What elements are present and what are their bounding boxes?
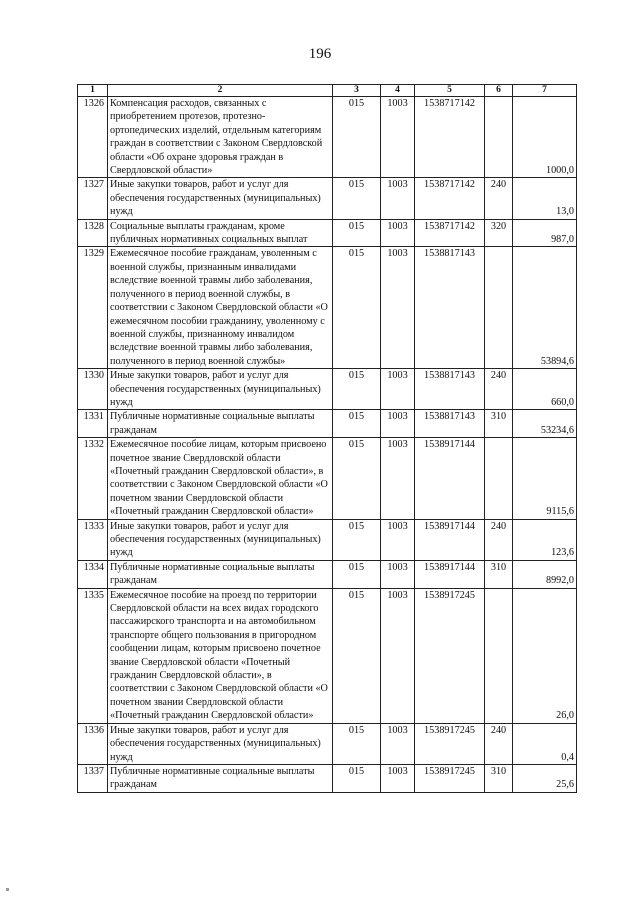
expense-type-code: 240: [485, 178, 513, 219]
row-description: Публичные нормативные социальные выплаты гражданам: [108, 764, 333, 792]
amount: 25,6: [513, 764, 577, 792]
ministry-code: 015: [333, 410, 381, 438]
ministry-code: 015: [333, 247, 381, 369]
amount: 26,0: [513, 588, 577, 723]
scan-speck: [6, 888, 9, 891]
table-row: [78, 247, 577, 369]
table-row: [78, 219, 577, 247]
section-code: 1003: [381, 247, 415, 369]
row-description: Ежемесячное пособие лицам, которым присвоено почетное звание Свердловской области «Почетный гражданин Свердловской области», в соответствии с Законом Свердловской области «О почетном звании Свердловской области «Почетный гражданин Свердловской области»: [108, 438, 333, 519]
expense-type-code: 240: [485, 369, 513, 410]
section-code: 1003: [381, 764, 415, 792]
table-row: [78, 410, 577, 438]
expense-type-code: [485, 97, 513, 178]
section-code: 1003: [381, 178, 415, 219]
row-description: Иные закупки товаров, работ и услуг для обеспечения государственных (муниципальных) нужд: [108, 369, 333, 410]
amount: 0,4: [513, 723, 577, 764]
row-number: 1337: [78, 764, 108, 792]
expense-type-code: 310: [485, 410, 513, 438]
expense-type-code: 320: [485, 219, 513, 247]
section-code: 1003: [381, 410, 415, 438]
table-row: [78, 438, 577, 519]
row-description: Иные закупки товаров, работ и услуг для обеспечения государственных (муниципальных) нужд: [108, 723, 333, 764]
table-row: [78, 764, 577, 792]
column-header: 6: [485, 85, 513, 97]
target-code: 1538717142: [415, 97, 485, 178]
column-header: 7: [513, 85, 577, 97]
ministry-code: 015: [333, 588, 381, 723]
ministry-code: 015: [333, 219, 381, 247]
budget-table: [77, 84, 577, 793]
amount: 8992,0: [513, 560, 577, 588]
row-description: Ежемесячное пособие на проезд по территории Свердловской области на всех видах городского пассажирского транспорта и на автомобильном транспорте общего пользования в пригородном сообщении лицам, которым присвоено почетное звание Свердловской области «Почетный гражданин Свердловской области», в соответствии с Законом Свердловской области «О почетном звании Свердловской области «Почетный гражданин Свердловской области»: [108, 588, 333, 723]
target-code: 1538817143: [415, 410, 485, 438]
expense-type-code: [485, 438, 513, 519]
table-row: [78, 178, 577, 219]
amount: 13,0: [513, 178, 577, 219]
amount: 53894,6: [513, 247, 577, 369]
row-number: 1335: [78, 588, 108, 723]
expense-type-code: 240: [485, 519, 513, 560]
table-row: [78, 369, 577, 410]
ministry-code: 015: [333, 369, 381, 410]
expense-type-code: 310: [485, 764, 513, 792]
row-number: 1331: [78, 410, 108, 438]
row-description: Ежемесячное пособие гражданам, уволенным с военной службы, признанным инвалидами вследствие военной травмы либо заболевания, полученного в период военной службы, в соответствии с Законом Свердловской области «О ежемесячном пособии гражданину, уволенному с военной службы, признанному инвалидом вследствие военной травмы либо заболевания, полученного в период военной службы»: [108, 247, 333, 369]
table-header-row: [78, 85, 577, 97]
section-code: 1003: [381, 219, 415, 247]
section-code: 1003: [381, 519, 415, 560]
row-description: Компенсация расходов, связанных с приобретением протезов, протезно-ортопедических изделий, отдельным категориям граждан в соответствии с Законом Свердловской области «Об охране здоровья граждан в Свердловской области»: [108, 97, 333, 178]
column-header: 4: [381, 85, 415, 97]
target-code: 1538917245: [415, 588, 485, 723]
amount: 1000,0: [513, 97, 577, 178]
row-number: 1326: [78, 97, 108, 178]
row-description: Публичные нормативные социальные выплаты гражданам: [108, 560, 333, 588]
row-description: Иные закупки товаров, работ и услуг для обеспечения государственных (муниципальных) нужд: [108, 178, 333, 219]
section-code: 1003: [381, 97, 415, 178]
row-number: 1328: [78, 219, 108, 247]
table-row: [78, 560, 577, 588]
amount: 987,0: [513, 219, 577, 247]
expense-type-code: [485, 588, 513, 723]
table-row: [78, 723, 577, 764]
row-description: Публичные нормативные социальные выплаты гражданам: [108, 410, 333, 438]
expense-type-code: [485, 247, 513, 369]
target-code: 1538817143: [415, 247, 485, 369]
row-description: Социальные выплаты гражданам, кроме публичных нормативных социальных выплат: [108, 219, 333, 247]
table-row: [78, 519, 577, 560]
target-code: 1538917245: [415, 723, 485, 764]
row-number: 1330: [78, 369, 108, 410]
ministry-code: 015: [333, 438, 381, 519]
ministry-code: 015: [333, 178, 381, 219]
expense-type-code: 310: [485, 560, 513, 588]
amount: 660,0: [513, 369, 577, 410]
ministry-code: 015: [333, 560, 381, 588]
row-number: 1327: [78, 178, 108, 219]
ministry-code: 015: [333, 764, 381, 792]
row-number: 1329: [78, 247, 108, 369]
target-code: 1538717142: [415, 219, 485, 247]
section-code: 1003: [381, 723, 415, 764]
column-header: 2: [108, 85, 333, 97]
row-number: 1336: [78, 723, 108, 764]
target-code: 1538917245: [415, 764, 485, 792]
column-header: 5: [415, 85, 485, 97]
table-row: [78, 97, 577, 178]
section-code: 1003: [381, 588, 415, 723]
target-code: 1538917144: [415, 560, 485, 588]
section-code: 1003: [381, 369, 415, 410]
target-code: 1538817143: [415, 369, 485, 410]
amount: 123,6: [513, 519, 577, 560]
ministry-code: 015: [333, 723, 381, 764]
target-code: 1538917144: [415, 438, 485, 519]
row-description: Иные закупки товаров, работ и услуг для обеспечения государственных (муниципальных) нужд: [108, 519, 333, 560]
column-header: 1: [78, 85, 108, 97]
section-code: 1003: [381, 438, 415, 519]
page-number: 196: [308, 46, 332, 62]
ministry-code: 015: [333, 97, 381, 178]
target-code: 1538917144: [415, 519, 485, 560]
amount: 9115,6: [513, 438, 577, 519]
column-header: 3: [333, 85, 381, 97]
row-number: 1332: [78, 438, 108, 519]
ministry-code: 015: [333, 519, 381, 560]
row-number: 1333: [78, 519, 108, 560]
amount: 53234,6: [513, 410, 577, 438]
section-code: 1003: [381, 560, 415, 588]
table-row: [78, 588, 577, 723]
target-code: 1538717142: [415, 178, 485, 219]
row-number: 1334: [78, 560, 108, 588]
expense-type-code: 240: [485, 723, 513, 764]
